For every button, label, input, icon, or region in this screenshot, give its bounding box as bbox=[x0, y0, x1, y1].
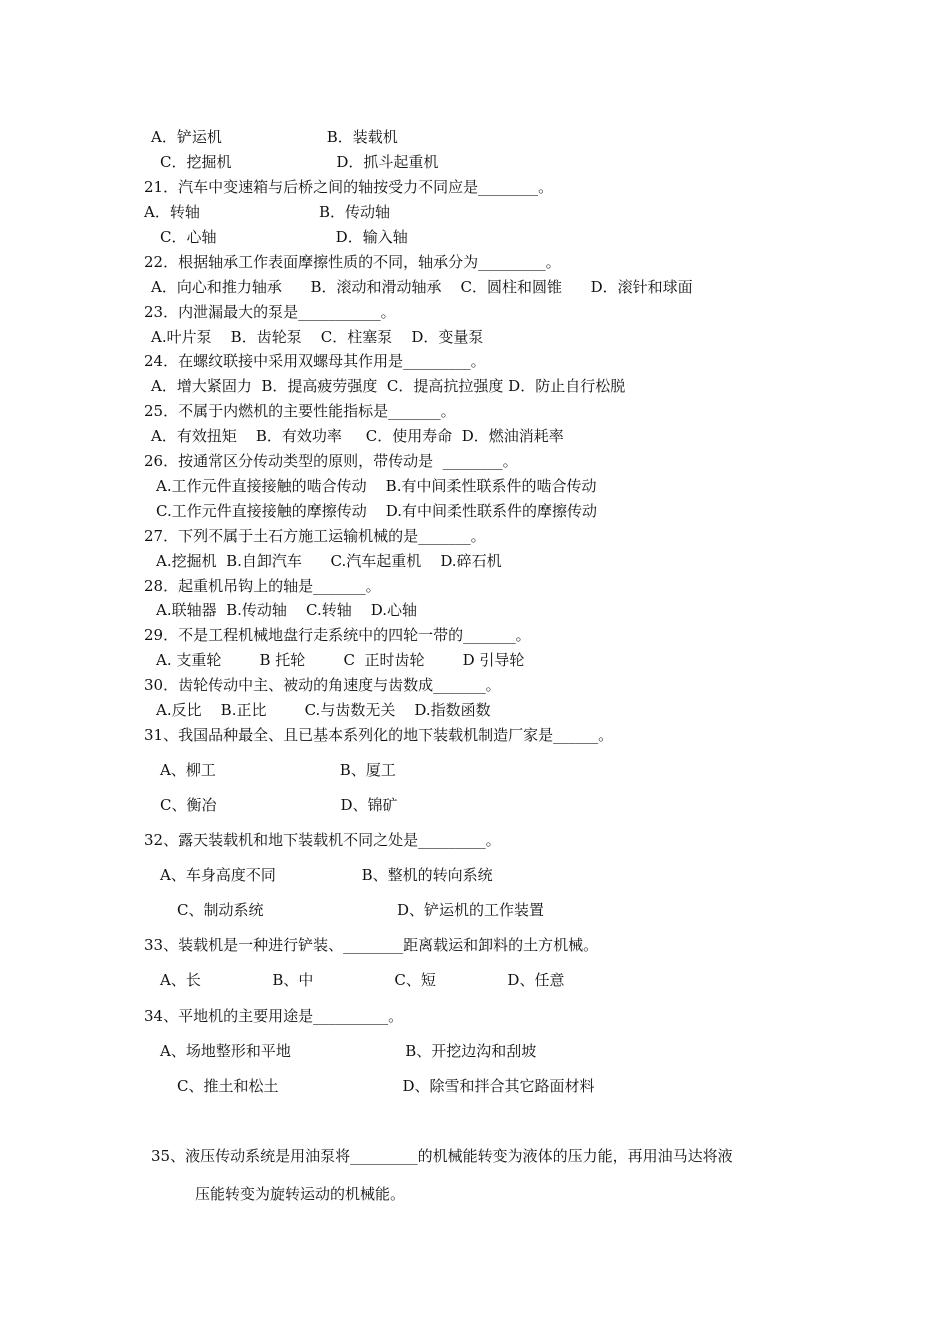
text-line: C．心轴 D．输入轴 bbox=[160, 228, 408, 246]
text-line: A、车身高度不同 B、整机的转向系统 bbox=[160, 866, 493, 884]
text-line: A、场地整形和平地 B、开挖边沟和刮坡 bbox=[160, 1042, 537, 1060]
text-line: A.反比 B.正比 C.与齿数无关 D.指数函数 bbox=[156, 701, 491, 719]
text-line: A．有效扭矩 B．有效功率 C．使用寿命 D．燃油消耗率 bbox=[151, 427, 564, 445]
text-line: 35、液压传动系统是用油泵将_________的机械能转变为液体的压力能，再用油马达将液 bbox=[151, 1147, 733, 1165]
text-line: A．铲运机 B．装载机 bbox=[151, 128, 398, 146]
text-line: 27．下列不属于土石方施工运输机械的是_______。 bbox=[144, 527, 486, 545]
text-line: A．增大紧固力 B．提高疲劳强度 C．提高抗拉强度 D．防止自行松脱 bbox=[151, 377, 626, 395]
text-line: A.叶片泵 B．齿轮泵 C．柱塞泵 D．变量泵 bbox=[151, 328, 484, 346]
text-line: 31、我国品种最全、且已基本系列化的地下装载机制造厂家是______。 bbox=[144, 726, 614, 744]
text-line: 25．不属于内燃机的主要性能指标是_______。 bbox=[144, 402, 456, 420]
text-line: C、衡冶 D、锦矿 bbox=[160, 796, 398, 814]
text-line: C、推土和松土 D、除雪和拌合其它路面材料 bbox=[177, 1077, 595, 1095]
text-line: A、长 B、中 C、短 D、任意 bbox=[160, 971, 565, 989]
text-line: C、制动系统 D、铲运机的工作装置 bbox=[177, 901, 545, 919]
text-line: 压能转变为旋转运动的机械能。 bbox=[195, 1185, 406, 1203]
text-line: A. 支重轮 B 托轮 C 正时齿轮 D 引导轮 bbox=[156, 651, 525, 669]
text-line: A、柳工 B、厦工 bbox=[160, 761, 396, 779]
text-line: 29．不是工程机械地盘行走系统中的四轮一带的_______。 bbox=[144, 626, 531, 644]
text-line: C．挖掘机 D．抓斗起重机 bbox=[160, 153, 439, 171]
text-line: A.联轴器 B.传动轴 C.转轴 D.心轴 bbox=[156, 601, 418, 619]
text-line: C.工作元件直接接触的摩擦传动 D.有中间柔性联系件的摩擦传动 bbox=[156, 502, 598, 520]
text-line: 26．按通常区分传动类型的原则，带传动是 ________。 bbox=[144, 452, 518, 470]
text-line: 24．在螺纹联接中采用双螺母其作用是_________。 bbox=[144, 352, 486, 370]
text-line: 32、露天装载机和地下装载机不同之处是_________。 bbox=[144, 831, 501, 849]
text-line: A.工作元件直接接触的啮合传动 B.有中间柔性联系件的啮合传动 bbox=[156, 477, 597, 495]
text-line: 21．汽车中变速箱与后桥之间的轴按受力不同应是________。 bbox=[144, 178, 554, 196]
text-line: A.挖掘机 B.自卸汽车 C.汽车起重机 D.碎石机 bbox=[156, 552, 502, 570]
text-line: A．向心和推力轴承 B．滚动和滑动轴承 C．圆柱和圆锥 D．滚针和球面 bbox=[151, 278, 693, 296]
text-line: 22．根据轴承工作表面摩擦性质的不同，轴承分为_________。 bbox=[144, 253, 561, 271]
text-line: A．转轴 B．传动轴 bbox=[144, 203, 391, 221]
text-line: 30．齿轮传动中主、被动的角速度与齿数成_______。 bbox=[144, 676, 501, 694]
text-line: 33、装载机是一种进行铲装、________距离载运和卸料的土方机械。 bbox=[144, 936, 599, 954]
text-line: 23．内泄漏最大的泵是___________。 bbox=[144, 303, 396, 321]
text-line: 28．起重机吊钩上的轴是_______。 bbox=[144, 577, 381, 595]
text-line: 34、平地机的主要用途是__________。 bbox=[144, 1007, 404, 1025]
